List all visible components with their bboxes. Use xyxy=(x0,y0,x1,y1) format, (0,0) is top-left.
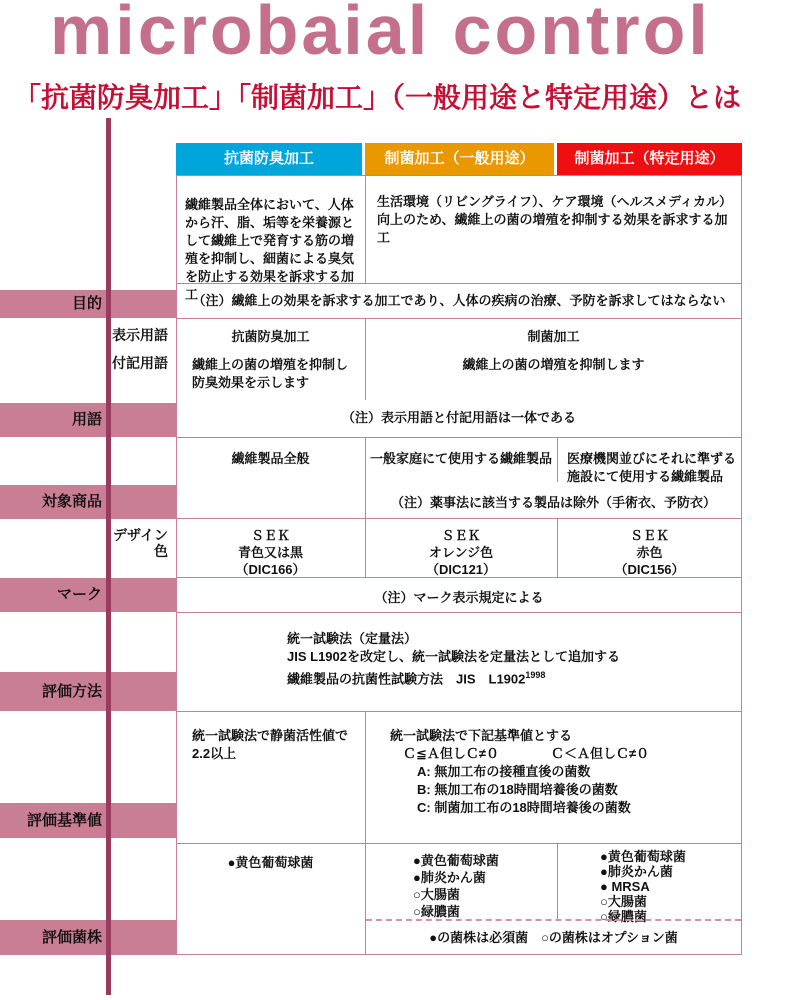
strains-col3-list xyxy=(600,849,742,924)
target-col1-text: 繊維製品全般 xyxy=(231,451,310,466)
criteria-col1-line2: 2.2以上 xyxy=(192,746,237,761)
table-border-line xyxy=(176,711,742,712)
strain-item: ○大腸菌 xyxy=(413,887,460,902)
mark-col3-line3: （DIC156） xyxy=(614,562,685,577)
mark-col3-line1: ＳＥＫ xyxy=(629,528,669,543)
criteria-col23-text xyxy=(390,727,740,817)
table-border-line xyxy=(176,175,742,176)
row-label-evaluation-criteria: 評価基準値 xyxy=(0,803,176,838)
vertical-divider-line xyxy=(106,118,111,995)
mark-col3-sek xyxy=(557,527,742,578)
terms-col23-display: 制菌加工 xyxy=(527,329,580,344)
mark-col1-line3: （DIC166） xyxy=(235,562,306,577)
terms-col1-append xyxy=(192,356,364,392)
sublabel-display-term: 表示用語 xyxy=(112,327,168,343)
row-label-mark: マーク xyxy=(0,578,176,612)
strains-dashed-divider xyxy=(366,919,741,921)
strain-item: ●肺炎かん菌 xyxy=(413,870,486,885)
purpose-col23-line2: 向上のため、繊維上の菌の増殖を抑制する効果を訴求する加工 xyxy=(377,212,728,245)
purpose-col1-text: 繊維製品全体において、人体から汗、脂、垢等を栄養源として繊維上で発育する筋の増殖を抑制し、細菌による臭気を防止する効果を訴求する加工 xyxy=(185,197,355,302)
mark-col1-line1: ＳＥＫ xyxy=(250,528,290,543)
criteria-heading: 統一試験法で下記基準値とする xyxy=(390,728,573,743)
criteria-col1-line1: 統一試験法で静菌活性値で xyxy=(192,728,349,743)
table-border-line xyxy=(176,518,742,519)
strain-item: ○大腸菌 xyxy=(600,894,647,909)
table-border-line xyxy=(176,437,742,438)
table-border-line xyxy=(365,175,366,283)
page-title: microbaial control xyxy=(50,0,711,69)
table-border-line xyxy=(557,437,558,482)
mark-col2-line1: ＳＥＫ xyxy=(441,528,481,543)
mark-col2-line2: オレンジ色 xyxy=(428,545,494,560)
criteria-col1-text xyxy=(192,727,362,763)
target-col3-text: 医療機関並びにそれに準ずる施設にて使用する繊維製品 xyxy=(567,451,737,484)
table-border-line xyxy=(176,843,742,844)
sublabel-appended-term: 付記用語 xyxy=(112,355,168,371)
criteria-formula: Ｃ≦Ａ但しＣ≠０ Ｃ＜Ａ但しＣ≠０ xyxy=(403,746,650,761)
strains-col2-list xyxy=(413,852,557,920)
column-header-bacteria-control-general: 制菌加工（一般用途） xyxy=(365,143,554,175)
method-line3-text: 繊維製品の抗菌性試験方法 JIS L1902 xyxy=(287,671,526,687)
table-border-line xyxy=(365,711,366,843)
page-subtitle: 「抗菌防臭加工」「制菌加工」（一般用途と特定用途）とは xyxy=(13,82,742,113)
column-header-antibacterial-deodorant: 抗菌防臭加工 xyxy=(176,143,362,175)
mark-note: （注）マーク表示規定による xyxy=(374,590,544,605)
purpose-col23-line1: 生活環境（リビングライフ）、ケア環境（ヘルスメディカル） xyxy=(377,194,733,209)
row-label-evaluation-method: 評価方法 xyxy=(0,672,176,711)
terms-note: （注）表示用語と付記用語は一体である xyxy=(341,410,576,425)
strain-item: ●肺炎かん菌 xyxy=(600,864,673,879)
table-border-line xyxy=(557,843,558,919)
target-col2-text: 一般家庭にて使用する繊維製品 xyxy=(369,451,552,466)
method-line2: JIS L1902を改定し、統一試験法を定量法として追加する xyxy=(287,649,620,664)
terms-col1-append-line2: 防臭効果を示します xyxy=(192,375,310,390)
criteria-def-a: A: 無加工布の接種直後の菌数 xyxy=(417,764,591,779)
row-label-purpose: 目的 xyxy=(0,290,176,318)
strain-item: ○緑膿菌 xyxy=(413,904,460,919)
purpose-note: （注）繊維上の効果を訴求する加工であり、人体の疾病の治療、予防を訴求してはならない xyxy=(192,293,726,308)
table-border-line xyxy=(176,318,742,319)
mark-col2-line3: （DIC121） xyxy=(425,562,497,577)
method-text xyxy=(287,630,727,688)
mark-col1-line2: 青色又は黒 xyxy=(237,545,303,560)
row-label-evaluation-strains: 評価菌株 xyxy=(0,920,176,955)
mark-col1-sek xyxy=(176,527,365,578)
terms-col1-append-line1: 繊維上の菌の増殖を抑制し xyxy=(192,357,349,372)
sublabel-design-color-line2: 色 xyxy=(154,543,168,559)
terms-col23-append: 繊維上の菌の増殖を抑制します xyxy=(462,357,645,372)
mark-col3-line2: 赤色 xyxy=(636,545,663,560)
strain-item: ● MRSA xyxy=(600,879,650,894)
strains-note: ●の菌株は必須菌 ○の菌株はオプション菌 xyxy=(429,930,678,945)
row-label-target-products: 対象商品 xyxy=(0,485,176,519)
mark-col2-sek xyxy=(365,527,557,578)
criteria-def-c: C: 制菌加工布の18時間培養後の菌数 xyxy=(417,800,631,815)
strain-item: ●黄色葡萄球菌 xyxy=(600,849,686,864)
method-line1: 統一試験法（定量法） xyxy=(287,631,418,646)
terms-col1-display: 抗菌防臭加工 xyxy=(231,329,310,344)
strains-col1-list xyxy=(176,854,365,872)
target-note: （注）薬事法に該当する製品は除外（手術衣、予防衣） xyxy=(390,495,716,510)
sublabel-design-color-line1: デザイン xyxy=(112,527,168,543)
column-header-bacteria-control-specific: 制菌加工（特定用途） xyxy=(557,143,742,175)
table-border-bottom xyxy=(176,954,742,955)
method-line3 xyxy=(287,666,727,688)
table-border-line xyxy=(176,612,742,613)
row-label-terms: 用語 xyxy=(0,403,176,437)
strain-item: ●黄色葡萄球菌 xyxy=(227,855,314,870)
criteria-def-b: B: 無加工布の18時間培養後の菌数 xyxy=(417,782,618,797)
strain-item: ○緑膿菌 xyxy=(600,909,647,924)
purpose-col23-text xyxy=(377,193,739,247)
strain-item: ●黄色葡萄球菌 xyxy=(413,853,499,868)
method-line3-superscript: 1998 xyxy=(525,670,546,680)
